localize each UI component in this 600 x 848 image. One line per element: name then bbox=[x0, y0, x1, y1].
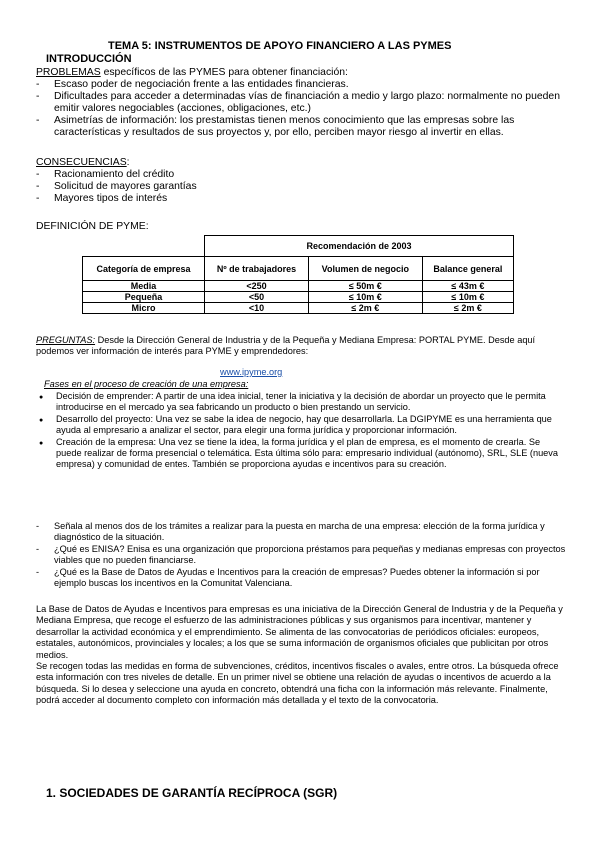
consecuencias-block bbox=[36, 157, 566, 205]
table-row bbox=[83, 292, 514, 303]
table-cell: Media bbox=[83, 281, 205, 292]
pyme-table bbox=[82, 235, 514, 314]
table-header: Balance general bbox=[422, 257, 513, 281]
list-item: - Dificultades para acceder a determinadas vías de financiación a medio y largo plazo: normalmente no pueden emitir valores negociables (acciones, obligaciones, etc.) bbox=[36, 91, 566, 115]
document-title: TEMA 5: INSTRUMENTOS DE APOYO FINANCIERO A LAS PYMES bbox=[108, 40, 452, 52]
consecuencias-heading bbox=[36, 157, 566, 169]
ipyme-link[interactable]: www.ipyme.org bbox=[220, 367, 283, 377]
problemas-block bbox=[36, 67, 566, 139]
list-item: - ¿Qué es la Base de Datos de Ayudas e Incentivos para la creación de empresas? Puedes obtener la información si por ejemplo buscas los incentivos en la Comunitat Valenciana. bbox=[36, 567, 566, 590]
table-header: Volumen de negocio bbox=[308, 257, 422, 281]
table-cell: ≤ 10m € bbox=[308, 292, 422, 303]
list-item: ● Decisión de emprender: A partir de una idea inicial, tener la iniciativa y la decisión de abordar un proyecto que le permita introducirse en el mercado ya sea fabricando un producto o bien prestando un servicio. bbox=[36, 391, 566, 414]
table-cell: ≤ 10m € bbox=[422, 292, 513, 303]
list-item: ● Desarrollo del proyecto: Una vez se sabe la idea de negocio, hay que desarrollarla. La DGIPYME es una herramienta que ayuda al empresario a analizar el sector, para elegir una forma jurídica y proporcionar información. bbox=[36, 414, 566, 437]
list-item: - Racionamiento del crédito bbox=[36, 169, 566, 181]
list-item: - Solicitud de mayores garantías bbox=[36, 181, 566, 193]
table-cell: <10 bbox=[205, 303, 309, 314]
problemas-rest: específicos de las PYMES para obtener financiación: bbox=[100, 67, 348, 78]
consecuencias-rest: : bbox=[126, 157, 130, 168]
fases-list bbox=[36, 391, 566, 471]
table-cell: ≤ 43m € bbox=[422, 281, 513, 292]
paragraph-medidas: Se recogen todas las medidas en forma de subvenciones, créditos, incentivos fiscales o avales, entre otros. La búsqueda ofrece esta información con tres niveles de detalle. En un primer nivel se obtiene una relación de ayudas o incentivos de acuerdo a la búsqueda. Si lo desea y seleccione una ayuda en concreto, obtendrá una ficha con la información más relevante. Finalmente, podrá acceder al documento completo con información más detallada y el texto de la convocatoria. bbox=[36, 661, 559, 706]
table-row bbox=[83, 303, 514, 314]
definicion-heading: DEFINICIÓN DE PYME: bbox=[36, 221, 149, 232]
empty-cell bbox=[83, 236, 205, 257]
fases-heading: Fases en el proceso de creación de una empresa: bbox=[44, 379, 249, 389]
table-cell: ≤ 2m € bbox=[422, 303, 513, 314]
table-cell: Micro bbox=[83, 303, 205, 314]
intro-heading: INTRODUCCIÓN bbox=[46, 53, 132, 65]
preguntas-label: PREGUNTAS: bbox=[36, 335, 96, 345]
table-cell: ≤ 2m € bbox=[308, 303, 422, 314]
table-header: Nº de trabajadores bbox=[205, 257, 309, 281]
list-item: - Asimetrías de información: los prestamistas tienen menos conocimiento que las empresas sobre las características y resultados de sus proyectos y, por ello, perciben mayor riesgo al invertir en ellas. bbox=[36, 115, 566, 139]
problemas-heading bbox=[36, 67, 566, 79]
table-header: Categoría de empresa bbox=[83, 257, 205, 281]
consecuencias-label: CONSECUENCIAS bbox=[36, 157, 127, 168]
preguntas-paragraph bbox=[36, 335, 566, 358]
questions-list bbox=[36, 521, 566, 589]
table-row bbox=[83, 281, 514, 292]
list-item: - Escaso poder de negociación frente a las entidades financieras. bbox=[36, 79, 566, 91]
table-recom-header: Recomendación de 2003 bbox=[205, 236, 514, 257]
list-item: ● Creación de la empresa: Una vez se tiene la idea, la forma jurídica y el plan de empresa, es el momento de crearla. Se puede realizar de forma presencial o telemática. Esta última sólo para: empresario individual (autónomo), SRL, SLE (nueva empresa) y comunidad de entes. También se proporciona ayudas e incentivos para su creación. bbox=[36, 437, 566, 471]
table-cell: <50 bbox=[205, 292, 309, 303]
preguntas-text: Desde la Dirección General de Industria y de la Pequeña y Mediana Empresa: PORTAL PYME. Desde aquí podemos ver información de interés para PYME y emprendedores: bbox=[36, 335, 536, 357]
list-item: - Mayores tipos de interés bbox=[36, 193, 566, 205]
list-item: - Señala al menos dos de los trámites a realizar para la puesta en marcha de una empresa: elección de la forma jurídica y diagnóstico de la situación. bbox=[36, 521, 566, 544]
problemas-label: PROBLEMAS bbox=[36, 67, 101, 78]
list-item: - ¿Qué es ENISA? Enisa es una organización que proporciona préstamos para pequeñas y medianas empresas con proyectos viables que no pueden financiarse. bbox=[36, 544, 566, 567]
table-cell: <250 bbox=[205, 281, 309, 292]
table-cell: ≤ 50m € bbox=[308, 281, 422, 292]
table-cell: Pequeña bbox=[83, 292, 205, 303]
section-title: 1. SOCIEDADES DE GARANTÍA RECÍPROCA (SGR) bbox=[46, 786, 338, 800]
paragraph-base-datos: La Base de Datos de Ayudas e Incentivos para empresas es una iniciativa de la Dirección General de Industria y de la Pequeña y Mediana Empresa, que recoge el esfuerzo de las administraciones públicas y sus organismos para incentivar, mantener y desarrollar la actividad económica y el emprendimiento. Se alimenta de las convocatorias de periódicos oficiales: europeos, estatales, autonómicos, provinciales y locales; a los que se suma información de organismos oficiales que publicitan por otros medios. bbox=[36, 604, 563, 660]
